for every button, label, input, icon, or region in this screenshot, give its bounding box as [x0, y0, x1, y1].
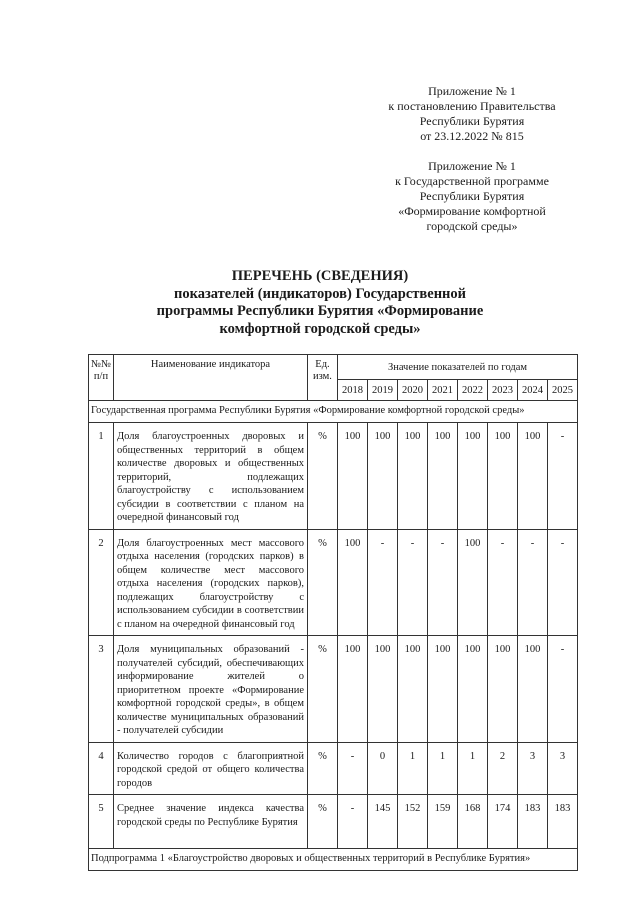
row-value: 1	[458, 742, 488, 795]
row-value: -	[488, 529, 518, 636]
appendix2-line2: к Государственной программе	[395, 174, 549, 188]
appendix2-line5: городской среды»	[426, 219, 518, 233]
row-value: 100	[368, 423, 398, 530]
row-value: 100	[458, 423, 488, 530]
row-name: Количество городов с благоприятной городской средой от общего количества городов	[114, 742, 308, 795]
row-value: 145	[368, 795, 398, 849]
appendix2-line4: «Формирование комфортной	[398, 204, 546, 218]
row-value: -	[338, 795, 368, 849]
header-unit	[308, 355, 338, 401]
header-unit-line2: изм.	[313, 371, 332, 382]
table-row	[89, 795, 578, 849]
row-value: -	[518, 529, 548, 636]
row-value: 100	[398, 423, 428, 530]
row-num: 5	[89, 795, 114, 849]
row-value: -	[548, 529, 578, 636]
row-value: 100	[458, 529, 488, 636]
title-line1: ПЕРЕЧЕНЬ (СВЕДЕНИЯ)	[231, 268, 409, 284]
appendix2-line1: Приложение № 1	[428, 159, 516, 173]
row-value: 3	[518, 742, 548, 795]
document-title	[0, 268, 640, 338]
row-name: Среднее значение индекса качества городской среды по Республике Бурятия	[114, 795, 308, 849]
year-cell: 2018	[338, 380, 368, 401]
year-cell: 2021	[428, 380, 458, 401]
indicators-table	[88, 354, 578, 871]
row-value: 1	[428, 742, 458, 795]
row-value: 100	[488, 636, 518, 743]
year-cell: 2024	[518, 380, 548, 401]
year-cell: 2019	[368, 380, 398, 401]
row-value: -	[548, 423, 578, 530]
title-line2: показателей (индикаторов) Государственной	[173, 285, 467, 302]
row-num: 3	[89, 636, 114, 743]
row-value: 183	[548, 795, 578, 849]
row-unit: %	[308, 795, 338, 849]
section-row	[89, 401, 578, 423]
row-unit: %	[308, 742, 338, 795]
table-row	[89, 636, 578, 743]
table-row	[89, 423, 578, 530]
appendix-block-1	[362, 84, 582, 144]
header-name: Наименование индикатора	[114, 355, 308, 401]
row-value: 2	[488, 742, 518, 795]
row-value: 100	[428, 636, 458, 743]
table-row	[89, 742, 578, 795]
row-value: 100	[338, 423, 368, 530]
header-values: Значение показателей по годам	[338, 355, 578, 380]
section-row	[89, 849, 578, 871]
row-name: Доля благоустроенных мест массового отдыха населения (городских парков) в общем количестве мест массового отдыха населения (городских парков), подлежащих благоустройству с использованием субсидии в соответствии с планом на очередной финансовый год	[114, 529, 308, 636]
row-value: 100	[338, 529, 368, 636]
row-value: 183	[518, 795, 548, 849]
row-num: 4	[89, 742, 114, 795]
row-value: 100	[488, 423, 518, 530]
row-unit: %	[308, 529, 338, 636]
row-value: 159	[428, 795, 458, 849]
appendix1-line2: к постановлению Правительства	[388, 99, 556, 113]
header-row	[89, 355, 578, 380]
section-subprogram-title: Подпрограмма 1 «Благоустройство дворовых и общественных территорий в Республике Бурятия»	[89, 849, 578, 871]
row-value: 0	[368, 742, 398, 795]
row-unit: %	[308, 636, 338, 743]
row-value: 1	[398, 742, 428, 795]
header-num-line1: №№	[90, 359, 112, 370]
row-num: 2	[89, 529, 114, 636]
title-line4: комфортной городской среды»	[219, 320, 421, 337]
row-name: Доля муниципальных образований - получателей субсидий, обеспечивающих информирование жителей о приоритетном проекте «Формирование комфортной городской среды», в общем количестве муниципальных образований - получателей субсидии	[114, 636, 308, 743]
row-value: 100	[458, 636, 488, 743]
appendix1-line4: от 23.12.2022 № 815	[420, 129, 524, 143]
header-unit-line1: Ед.	[315, 359, 330, 370]
appendix1-line1: Приложение № 1	[428, 84, 516, 98]
appendix-block-2	[362, 159, 582, 234]
row-value: -	[368, 529, 398, 636]
row-value: 100	[518, 423, 548, 530]
row-value: 152	[398, 795, 428, 849]
section-program-title: Государственная программа Республики Бурятия «Формирование комфортной городской среды»	[89, 401, 578, 423]
row-value: 100	[338, 636, 368, 743]
title-line3: программы Республики Бурятия «Формирование	[156, 303, 484, 319]
row-value: -	[398, 529, 428, 636]
row-value: -	[338, 742, 368, 795]
year-cell: 2020	[398, 380, 428, 401]
year-cell: 2025	[548, 380, 578, 401]
header-num-line2: п/п	[93, 371, 109, 382]
row-unit: %	[308, 423, 338, 530]
row-value: 100	[518, 636, 548, 743]
row-value: -	[548, 636, 578, 743]
row-value: 3	[548, 742, 578, 795]
row-value: 168	[458, 795, 488, 849]
header-num	[89, 355, 114, 401]
table-row	[89, 529, 578, 636]
year-cell: 2023	[488, 380, 518, 401]
row-num: 1	[89, 423, 114, 530]
row-value: -	[428, 529, 458, 636]
year-cell: 2022	[458, 380, 488, 401]
row-name: Доля благоустроенных дворовых и общественных территорий в общем количестве дворовых и общественных территорий, подлежащих благоустройству с использованием субсидии в соответствии с планом на очередной финансовый год	[114, 423, 308, 530]
row-value: 174	[488, 795, 518, 849]
row-value: 100	[368, 636, 398, 743]
row-value: 100	[398, 636, 428, 743]
appendix1-line3: Республики Бурятия	[419, 114, 525, 128]
row-value: 100	[428, 423, 458, 530]
appendix2-line3: Республики Бурятия	[419, 189, 525, 203]
